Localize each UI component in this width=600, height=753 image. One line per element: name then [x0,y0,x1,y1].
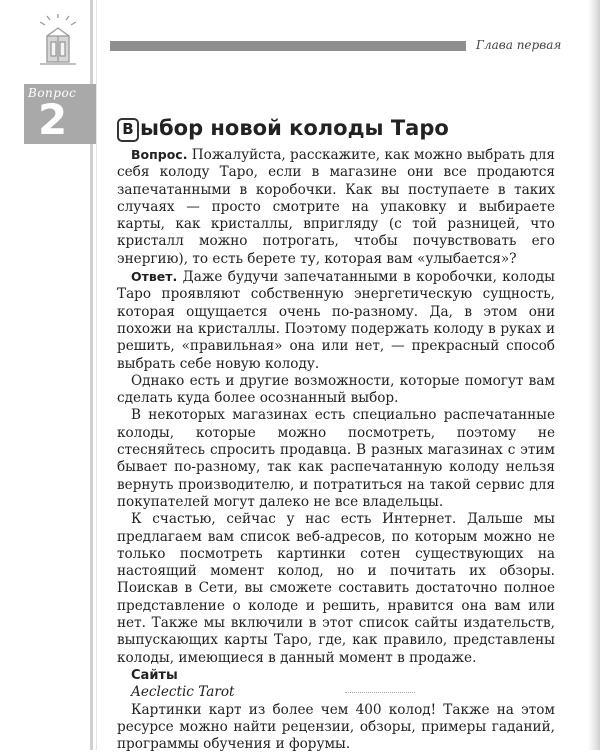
dotted-leader [345,692,415,693]
body-text [117,146,555,753]
publisher-logo-icon [36,14,80,68]
section-title-initial: В [117,118,139,142]
chapter-title: Глава первая [476,38,561,52]
header-rule [110,41,466,51]
question-label: Вопрос. [131,147,187,162]
paragraph: К счастью, сейчас у нас есть Интернет. Дальше мы предлагаем вам список веб-адресов, по которым можно не только посмотреть картинки сотен существующих на настоящий момент колод, но и почитать их обзоры. Поискав в Сети, вы сможете составить достаточно полное представление о колоде и решить, нравится она вам или нет. Также мы включили в этот список сайты издательств, выпускающих карты Таро, где, как правило, представлены колоды, имеющиеся в данный момент в продаже. [117,511,555,667]
question-text: Пожалуйста, расскажите, как можно выбрать для себя колоду Таро, если в магазине они все продаются запечатанными в коробочки. Как вы поступаете в таких случаях — просто смотрите на упаковку и выбираете карты, как кристаллы, впригляду (с той разницей, что кристалл можно потрогать, чтобы почувствовать его энергию), то есть берете ту, которая вам «улыбается»? [117,147,555,267]
section-title-text: ыбор новой колоды Таро [140,116,449,140]
section-title [117,116,449,142]
page-binding-line-inner [96,0,97,750]
paragraph: Однако есть и другие возможности, которые помогут вам сделать куда более осознанный выбор. [117,373,555,408]
question-badge-number: 2 [38,96,67,144]
answer-paragraph [117,268,555,373]
question-badge-label: Вопрос [28,86,76,100]
question-paragraph [117,146,555,268]
answer-text: Даже будучи запечатанными в коробочки, колоды Таро проявляют собственную энергетическую сущность, которая ощущается очень по-разному. Да, в этом они похожи на кристаллы. Поэтому подержать колоду в руках и решить, «правильная» она или нет, — прекрасный способ выбрать себе новую колоду. [117,269,555,371]
answer-label: Ответ. [131,269,177,284]
page-edge-shadow [588,0,600,750]
site-description: Картинки карт из более чем 400 колод! Также на этом ресурсе можно найти рецензии, обзоры, примеры гаданий, программы обучения и форумы. [117,702,555,753]
sites-heading: Сайты [117,667,555,684]
site-name [117,684,555,701]
paragraph: В некоторых магазинах есть специально распечатанные колоды, которые можно посмотреть, поэтому не стесняйтесь спросить продавца. В разных магазинах с этим бывает по-разному, так как распечатанную колоду нельзя вернуть производителю, и потратиться на такой сервис для покупателей могут далеко не все владельцы. [117,407,555,511]
site-name-text: Aeclectic Tarot [131,684,235,700]
